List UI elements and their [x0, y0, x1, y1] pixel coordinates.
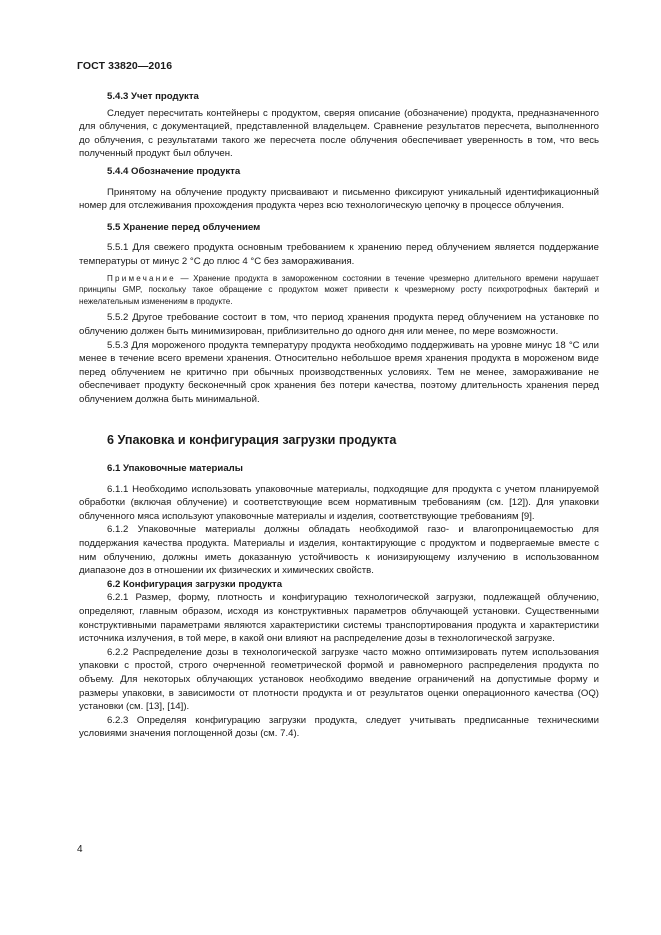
paragraph-5-4-3: Следует пересчитать контейнеры с продуктом, сверяя описание (обозначение) продукта, предназначенного для облучения, с документацией, представленной владельцем. Сравнение результатов пересчета, выполненного до облучения, с результатами такого же пересчета после облучения обеспечивает уверенность в том, что весь полученный продукт был облучен.	[79, 107, 599, 160]
note	[79, 273, 599, 308]
paragraph-6-1-1: 6.1.1 Необходимо использовать упаковочные материалы, подходящие для продукта с учетом планируемой обработки (включая облучение) и соответствующие всем нормативным требованиям (см. [12]). Для упаковки облученного мяса используют упаковочные материалы и изделия, соответствующие требованиям [9].	[79, 483, 599, 522]
document-body	[79, 90, 599, 741]
heading-6-2: 6.2 Конфигурация загрузки продукта	[107, 578, 283, 590]
paragraph-6-2-2: 6.2.2 Распределение дозы в технологической загрузке часто можно оптимизировать путем использования упаковки с простой, строго очерченной геометрической формой и равномерного распределения продукта по объему. Для некоторых облучающих установок необходимо введение ограничений на допустимые форму и размеры упаковки, в зависимости от плотности продукта и от результатов оценки операционного качества (OQ) установки (см. [13], [14]).	[79, 646, 599, 713]
paragraph-5-5-2: 5.5.2 Другое требование состоит в том, что период хранения продукта перед облучением на установке по облучению должен быть минимизирован, приблизительно до одного дня или менее, по мере возможности.	[79, 312, 599, 337]
heading-5-4-3: 5.4.3 Учет продукта	[107, 91, 199, 102]
paragraph-5-5-1: 5.5.1 Для свежего продукта основным требованием к хранению перед облучением является поддержание температуры от минус 2 °С до плюс 4 °С без замораживания.	[79, 242, 599, 267]
heading-5-5: 5.5 Хранение перед облучением	[107, 221, 261, 233]
note-text: — Хранение продукта в замороженном состоянии в течение чрезмерно длительного времени нарушает принципы GMP, поскольку такое обращение с продуктом может привести к чрезмерному росту психротрофных бактерий и нежелательным изменениям в продукте.	[79, 273, 599, 306]
heading-6-1: 6.1 Упаковочные материалы	[107, 463, 243, 475]
heading-5-4-4: 5.4.4 Обозначение продукта	[107, 165, 241, 177]
heading-section-6: 6 Упаковка и конфигурация загрузки продукта	[107, 433, 397, 448]
paragraph-6-1-2: 6.1.2 Упаковочные материалы должны обладать необходимой газо- и влагопроницаемостью для поддержания качества продукта. Материалы и изделия, контактирующие с продуктом и подвергаемые вместе с ним облучению, должны иметь доказанную устойчивость к ионизирующему излучению в использованном диапазоне доз в отношении их физических и химических свойств.	[79, 524, 599, 577]
paragraph-5-5-3: 5.5.3 Для мороженого продукта температуру продукта необходимо поддерживать на уровне минус 18 °С или менее в течение всего времени хранения. Относительно небольшое время хранения продукта в мороженом виде перед облучением не критично при обычных производственных условиях. Тем не менее, замораживание не обеспечивает продукту бесконечный срок хранения без потери качества, поэтому длительность хранения перед облучением должна быть минимальной.	[79, 339, 599, 405]
paragraph-6-2-3: 6.2.3 Определяя конфигурацию загрузки продукта, следует учитывать предписанные техническими условиями значения поглощенной дозы (см. 7.4).	[79, 714, 599, 740]
page-number: 4	[77, 844, 83, 855]
standard-designation: ГОСТ 33820—2016	[77, 60, 173, 72]
paragraph-5-4-4: Принятому на облучение продукту присваивают и письменно фиксируют уникальный идентификационный номер для отслеживания прохождения продукта через всю технологическую цепочку в процессе облучения.	[79, 186, 599, 212]
note-label: Примечание	[107, 273, 176, 283]
paragraph-6-2-1: 6.2.1 Размер, форму, плотность и конфигурацию технологической загрузки, подлежащей облучению, определяют, главным образом, исходя из конструктивных параметров облучающей установки. Существенными конструктивными параметрами являются характеристики системы транспортирования продукта и характеристики источника излучения, в той мере, в какой они влияют на распределение дозы в технологической загрузке.	[79, 592, 599, 645]
